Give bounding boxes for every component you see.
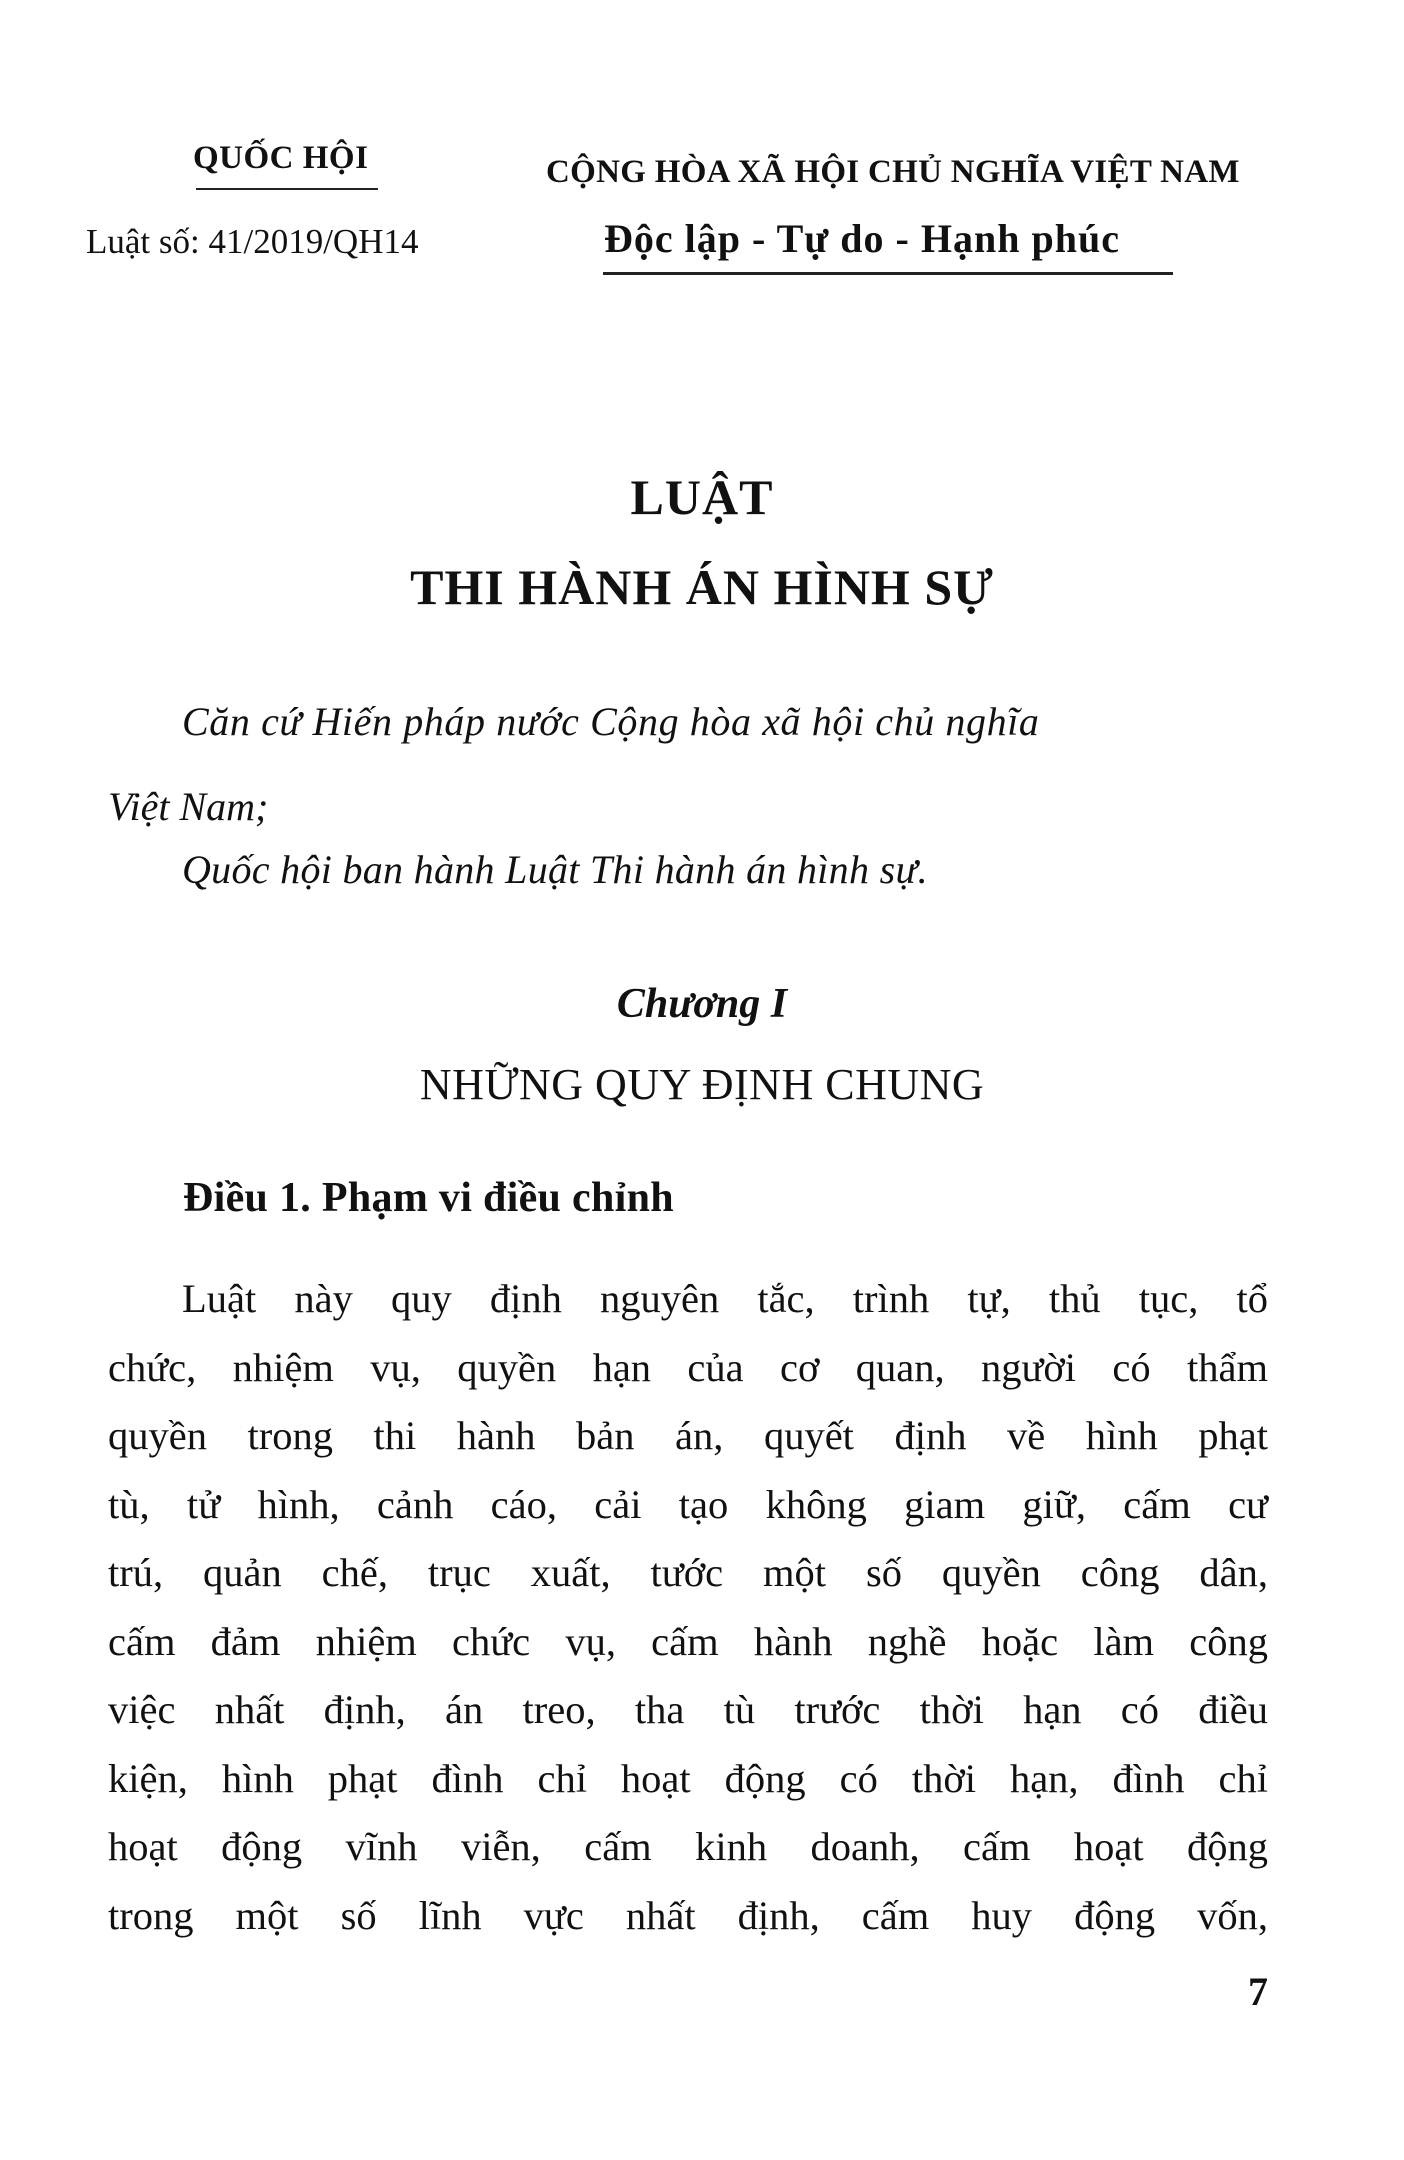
article-line: hoạt động vĩnh viễn, cấm kinh doanh, cấm hoạt động	[108, 1824, 1268, 1869]
law-name-title: THI HÀNH ÁN HÌNH SỰ	[410, 559, 994, 615]
motto-underline	[603, 272, 1173, 275]
national-motto: Độc lập - Tự do - Hạnh phúc	[604, 216, 1120, 261]
national-title: CỘNG HÒA XÃ HỘI CHỦ NGHĨA VIỆT NAM	[546, 154, 1240, 190]
document-type-title: LUẬT	[630, 469, 774, 525]
page-number: 7	[1248, 1969, 1268, 2014]
law-number: Luật số: 41/2019/QH14	[86, 222, 419, 261]
chapter-title: NHỮNG QUY ĐỊNH CHUNG	[419, 1060, 985, 1109]
preamble-line-1: Căn cứ Hiến pháp nước Cộng hòa xã hội chủ nghĩa	[182, 699, 1040, 744]
agency-underline	[196, 188, 378, 190]
issuing-agency: QUỐC HỘI	[193, 140, 369, 176]
article-line: trong một số lĩnh vực nhất định, cấm huy động vốn,	[108, 1892, 1268, 1938]
article-heading: Điều 1. Phạm vi điều chỉnh	[183, 1175, 674, 1221]
article-line: trú, quản chế, trục xuất, tước một số quyền công dân,	[108, 1550, 1268, 1595]
article-line: Luật này quy định nguyên tắc, trình tự, thủ tục, tổ	[182, 1276, 1268, 1321]
chapter-number: Chương I	[616, 981, 788, 1027]
article-line: tù, tử hình, cảnh cáo, cải tạo không giam giữ, cấm cư	[108, 1481, 1268, 1527]
article-line: cấm đảm nhiệm chức vụ, cấm hành nghề hoặc làm công	[108, 1618, 1268, 1664]
preamble-line-3: Quốc hội ban hành Luật Thi hành án hình sự.	[182, 847, 928, 892]
preamble-line-2: Việt Nam;	[108, 784, 269, 829]
article-line: quyền trong thi hành bản án, quyết định về hình phạt	[108, 1413, 1268, 1458]
article-line: chức, nhiệm vụ, quyền hạn của cơ quan, người có thẩm	[108, 1344, 1268, 1390]
article-body	[108, 1265, 1268, 1950]
article-line: việc nhất định, án treo, tha tù trước thời hạn có điều	[108, 1687, 1268, 1732]
article-line: kiện, hình phạt đình chỉ hoạt động có thời hạn, đình chỉ	[108, 1755, 1268, 1801]
